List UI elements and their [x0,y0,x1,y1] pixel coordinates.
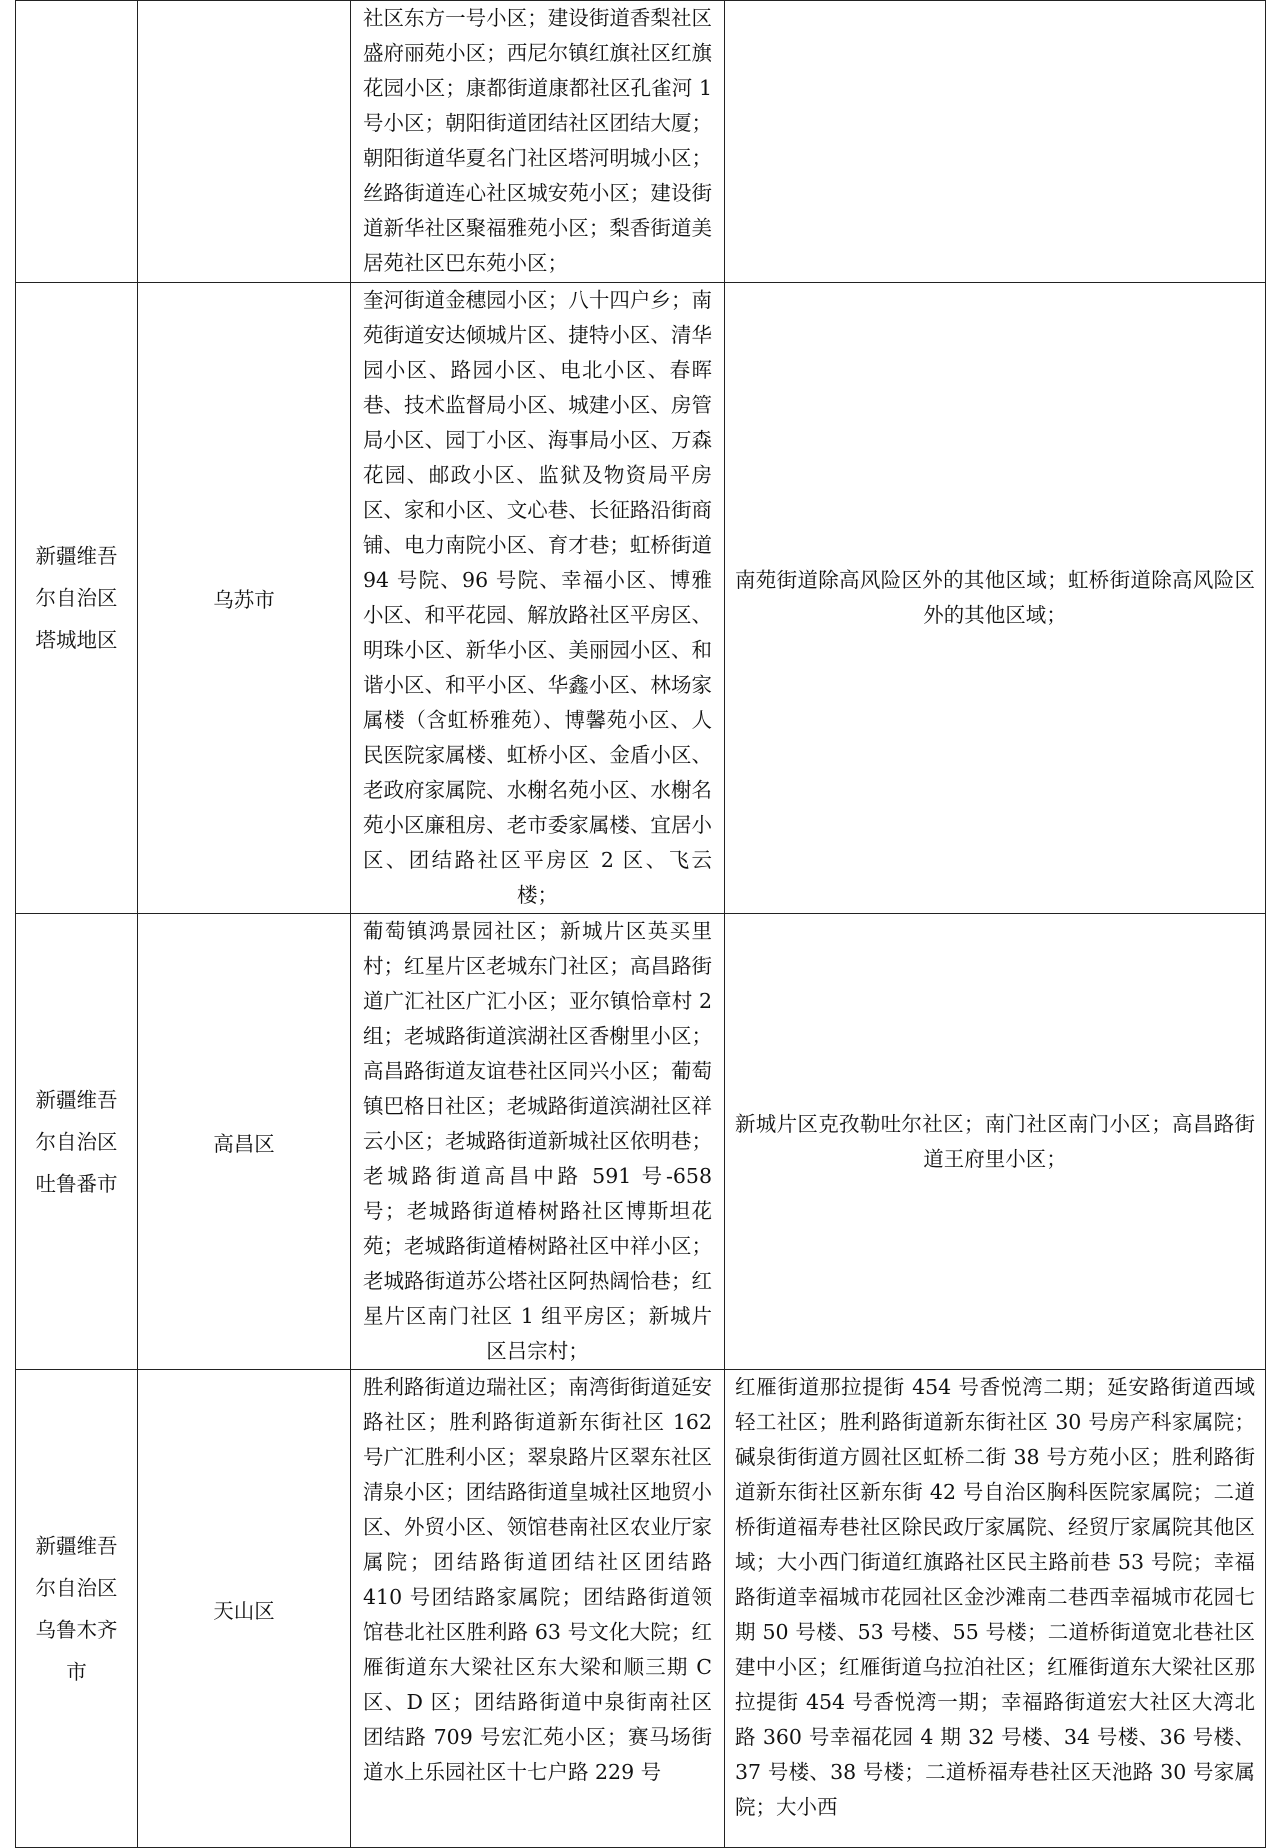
region-cell: 新疆维吾尔自治区吐鲁番市 [16,914,138,1370]
risk-area-table [15,0,1266,1848]
region-cell: 新疆维吾尔自治区乌鲁木齐市 [16,1370,138,1848]
region-cell: 新疆维吾尔自治区塔城地区 [16,283,138,914]
district-cell: 乌苏市 [138,283,351,914]
medium-risk-cell: 葡萄镇鸿景园社区；新城片区英买里村；红星片区老城东门社区；高昌路街道广汇社区广汇小区；亚尔镇恰章村 2 组；老城路街道滨湖社区香榭里小区；高昌路街道友谊巷社区同兴小区；葡萄镇巴格日社区；老城路街道滨湖社区祥云小区；老城路街道新城社区依明巷；老城路街道高昌中路 591 号-658 号；老城路街道椿树路社区博斯坦花苑；老城路街道椿树路社区中祥小区；老城路街道苏公塔社区阿热阔恰巷；红星片区南门社区 1 组平房区；新城片区吕宗村； [351,914,725,1370]
low-risk-cell: 新城片区克孜勒吐尔社区；南门社区南门小区；高昌路街道王府里小区； [725,914,1266,1370]
table-row [16,914,1266,1370]
medium-risk-cell: 胜利路街道边瑞社区；南湾街街道延安路社区；胜利路街道新东街社区 162 号广汇胜利小区；翠泉路片区翠东社区清泉小区；团结路街道皇城社区地贸小区、外贸小区、领馆巷南社区农业厅家属院；团结路街道团结社区团结路 410 号团结路家属院；团结路街道领馆巷北社区胜利路 63 号文化大院；红雁街道东大梁社区东大梁和顺三期 C 区、D 区；团结路街道中泉街南社区团结路 709 号宏汇苑小区；赛马场街道水上乐园社区十七户路 229 号 [351,1370,725,1848]
district-cell [138,1,351,283]
medium-risk-cell: 社区东方一号小区；建设街道香梨社区盛府丽苑小区；西尼尔镇红旗社区红旗花园小区；康都街道康都社区孔雀河 1 号小区；朝阳街道团结社区团结大厦；朝阳街道华夏名门社区塔河明城小区；丝路街道连心社区城安苑小区；建设街道新华社区聚福雅苑小区；梨香街道美居苑社区巴东苑小区； [351,1,725,283]
table-row [16,1370,1266,1848]
low-risk-cell: 红雁街道那拉提街 454 号香悦湾二期；延安路街道西域轻工社区；胜利路街道新东街社区 30 号房产科家属院；碱泉街街道方圆社区虹桥二街 38 号方苑小区；胜利路街道新东街社区新东街 42 号自治区胸科医院家属院；二道桥街道福寿巷社区除民政厅家属院、经贸厅家属院其他区域；大小西门街道红旗路社区民主路前巷 53 号院；幸福路街道幸福城市花园社区金沙滩南二巷西幸福城市花园七期 50 号楼、53 号楼、55 号楼；二道桥街道宽北巷社区建中小区；红雁街道乌拉泊社区；红雁街道东大梁社区那拉提街 454 号香悦湾一期；幸福路街道宏大社区大湾北路 360 号幸福花园 4 期 32 号楼、34 号楼、36 号楼、37 号楼、38 号楼；二道桥福寿巷社区天池路 30 号家属院；大小西 [725,1370,1266,1848]
medium-risk-cell: 奎河街道金穗园小区；八十四户乡；南苑街道安达倾城片区、捷特小区、清华园小区、路园小区、电北小区、春晖巷、技术监督局小区、城建小区、房管局小区、园丁小区、海事局小区、万森花园、邮政小区、监狱及物资局平房区、家和小区、文心巷、长征路沿街商铺、电力南院小区、育才巷；虹桥街道 94 号院、96 号院、幸福小区、博雅小区、和平花园、解放路社区平房区、明珠小区、新华小区、美丽园小区、和谐小区、和平小区、华鑫小区、林场家属楼（含虹桥雅苑）、博馨苑小区、人民医院家属楼、虹桥小区、金盾小区、老政府家属院、水榭名苑小区、水榭名苑小区廉租房、老市委家属楼、宜居小区、团结路社区平房区 2 区、飞云楼； [351,283,725,914]
table-row [16,283,1266,914]
district-cell: 天山区 [138,1370,351,1848]
table-row [16,1,1266,283]
district-cell: 高昌区 [138,914,351,1370]
low-risk-cell [725,1,1266,283]
region-cell [16,1,138,283]
low-risk-cell: 南苑街道除高风险区外的其他区域；虹桥街道除高风险区外的其他区域； [725,283,1266,914]
